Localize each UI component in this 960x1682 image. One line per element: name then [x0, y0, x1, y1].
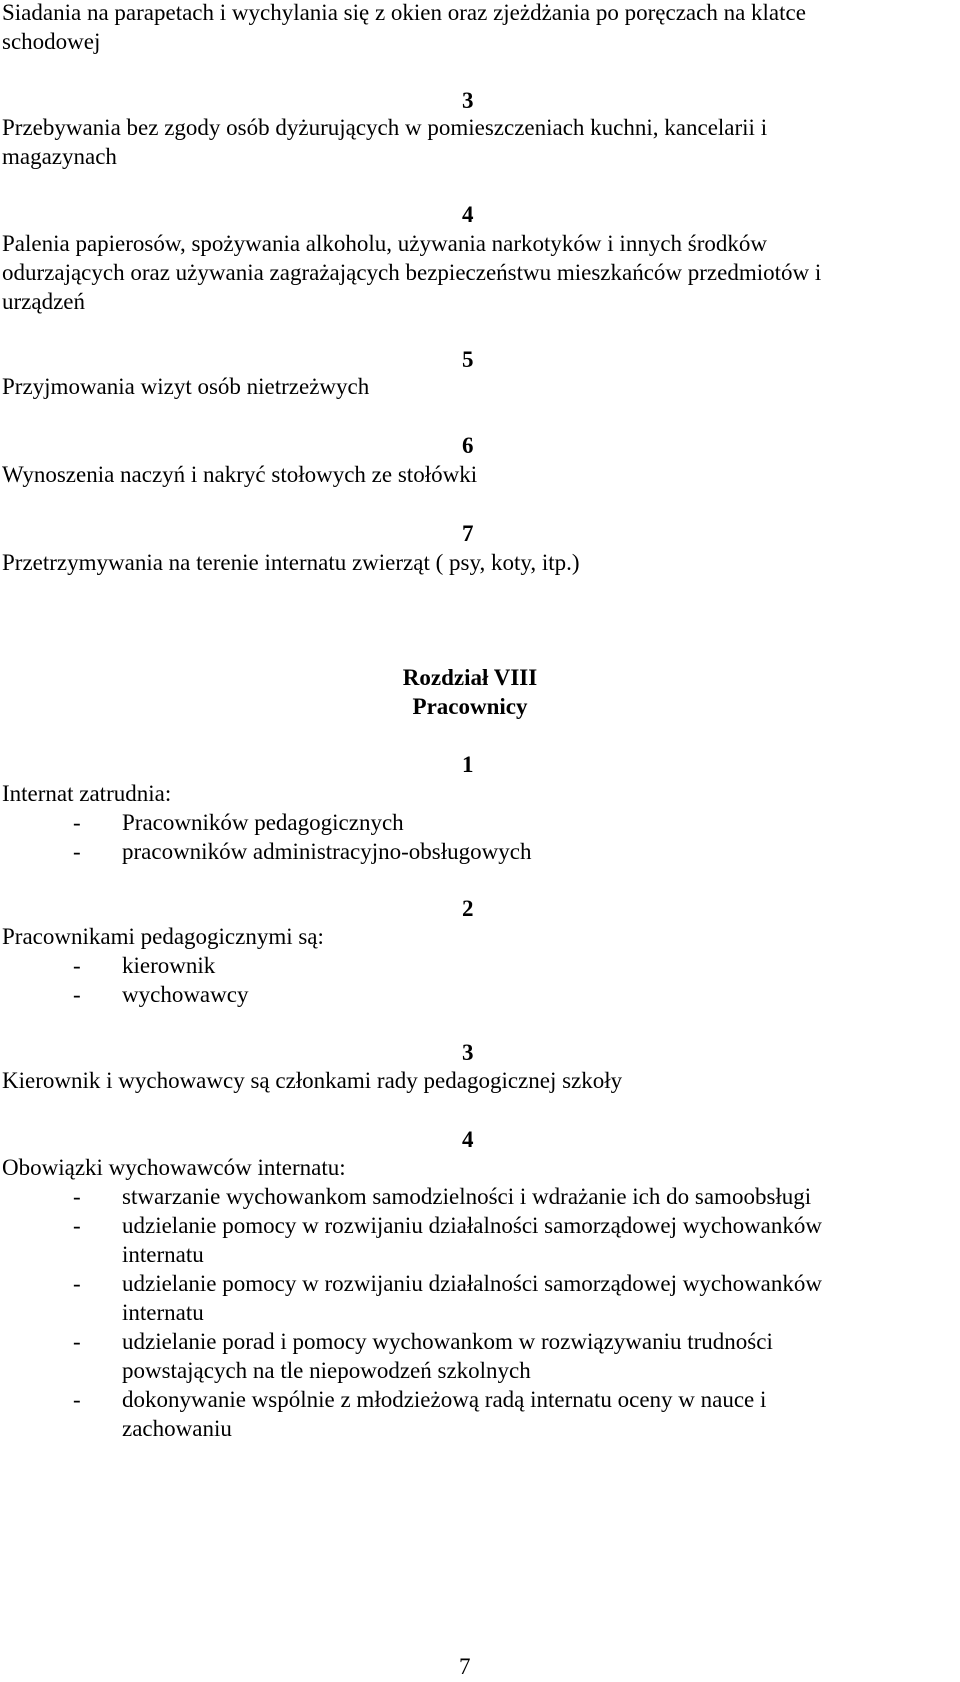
rule-line: Przyjmowania wizyt osób nietrzeżwych	[2, 374, 370, 399]
list-dash: -	[73, 953, 81, 978]
rule-line: Przebywania bez zgody osób dyżurujących w pomieszczeniach kuchni, kancelarii i	[2, 115, 768, 140]
section-intro: Obowiązki wychowawców internatu:	[2, 1155, 346, 1180]
list-dash: -	[73, 1213, 81, 1238]
rule-line: schodowej	[2, 29, 101, 54]
rule-line: magazynach	[2, 144, 117, 169]
list-item: udzielanie porad i pomocy wychowankom w rozwiązywaniu trudności	[122, 1329, 773, 1354]
rule-line: urządzeń	[2, 289, 85, 314]
list-item: kierownik	[122, 953, 216, 978]
rule-line: odurzających oraz używania zagrażających bezpieczeństwu mieszkańców przedmiotów i	[2, 260, 822, 285]
list-dash: -	[73, 810, 81, 835]
paragraph-number: 5	[462, 347, 474, 372]
list-item: wychowawcy	[122, 982, 249, 1007]
page-number: 7	[459, 1654, 471, 1679]
list-item: Pracowników pedagogicznych	[122, 810, 404, 835]
section-number: 1	[462, 752, 474, 777]
list-item-continuation: powstających na tle niepowodzeń szkolnych	[122, 1358, 531, 1383]
paragraph-number: 3	[462, 88, 474, 113]
list-item: dokonywanie wspólnie z młodzieżową radą internatu oceny w nauce i	[122, 1387, 767, 1412]
section-intro: Pracownikami pedagogicznymi są:	[2, 924, 324, 949]
list-item-continuation: internatu	[122, 1300, 204, 1325]
chapter-subtitle: Pracownicy	[412, 694, 528, 719]
list-item: pracowników administracyjno-obsługowych	[122, 839, 532, 864]
list-dash: -	[73, 1271, 81, 1296]
rule-line: Siadania na parapetach i wychylania się z okien oraz zjeżdżania po poręczach na klatce	[2, 0, 806, 25]
list-item-continuation: zachowaniu	[122, 1416, 232, 1441]
section-number: 4	[462, 1127, 474, 1152]
list-dash: -	[73, 1387, 81, 1412]
rule-line: Palenia papierosów, spożywania alkoholu, używania narkotyków i innych środków	[2, 231, 767, 256]
list-item: udzielanie pomocy w rozwijaniu działalności samorządowej wychowanków	[122, 1271, 822, 1296]
rule-line: Wynoszenia naczyń i nakryć stołowych ze stołówki	[2, 462, 478, 487]
list-dash: -	[73, 1184, 81, 1209]
list-item: stwarzanie wychowankom samodzielności i wdrażanie ich do samoobsługi	[122, 1184, 812, 1209]
list-item-continuation: internatu	[122, 1242, 204, 1267]
section-number: 3	[462, 1040, 474, 1065]
section-intro: Internat zatrudnia:	[2, 781, 172, 806]
list-dash: -	[73, 1329, 81, 1354]
chapter-title: Rozdział VIII	[402, 665, 538, 690]
paragraph-number: 7	[462, 521, 474, 546]
paragraph-number: 6	[462, 433, 474, 458]
rule-line: Przetrzymywania na terenie internatu zwierząt ( psy, koty, itp.)	[2, 550, 580, 575]
list-item: udzielanie pomocy w rozwijaniu działalności samorządowej wychowanków	[122, 1213, 822, 1238]
section-text: Kierownik i wychowawcy są członkami rady pedagogicznej szkoły	[2, 1068, 623, 1093]
list-dash: -	[73, 982, 81, 1007]
section-number: 2	[462, 896, 474, 921]
list-dash: -	[73, 839, 81, 864]
paragraph-number: 4	[462, 202, 474, 227]
